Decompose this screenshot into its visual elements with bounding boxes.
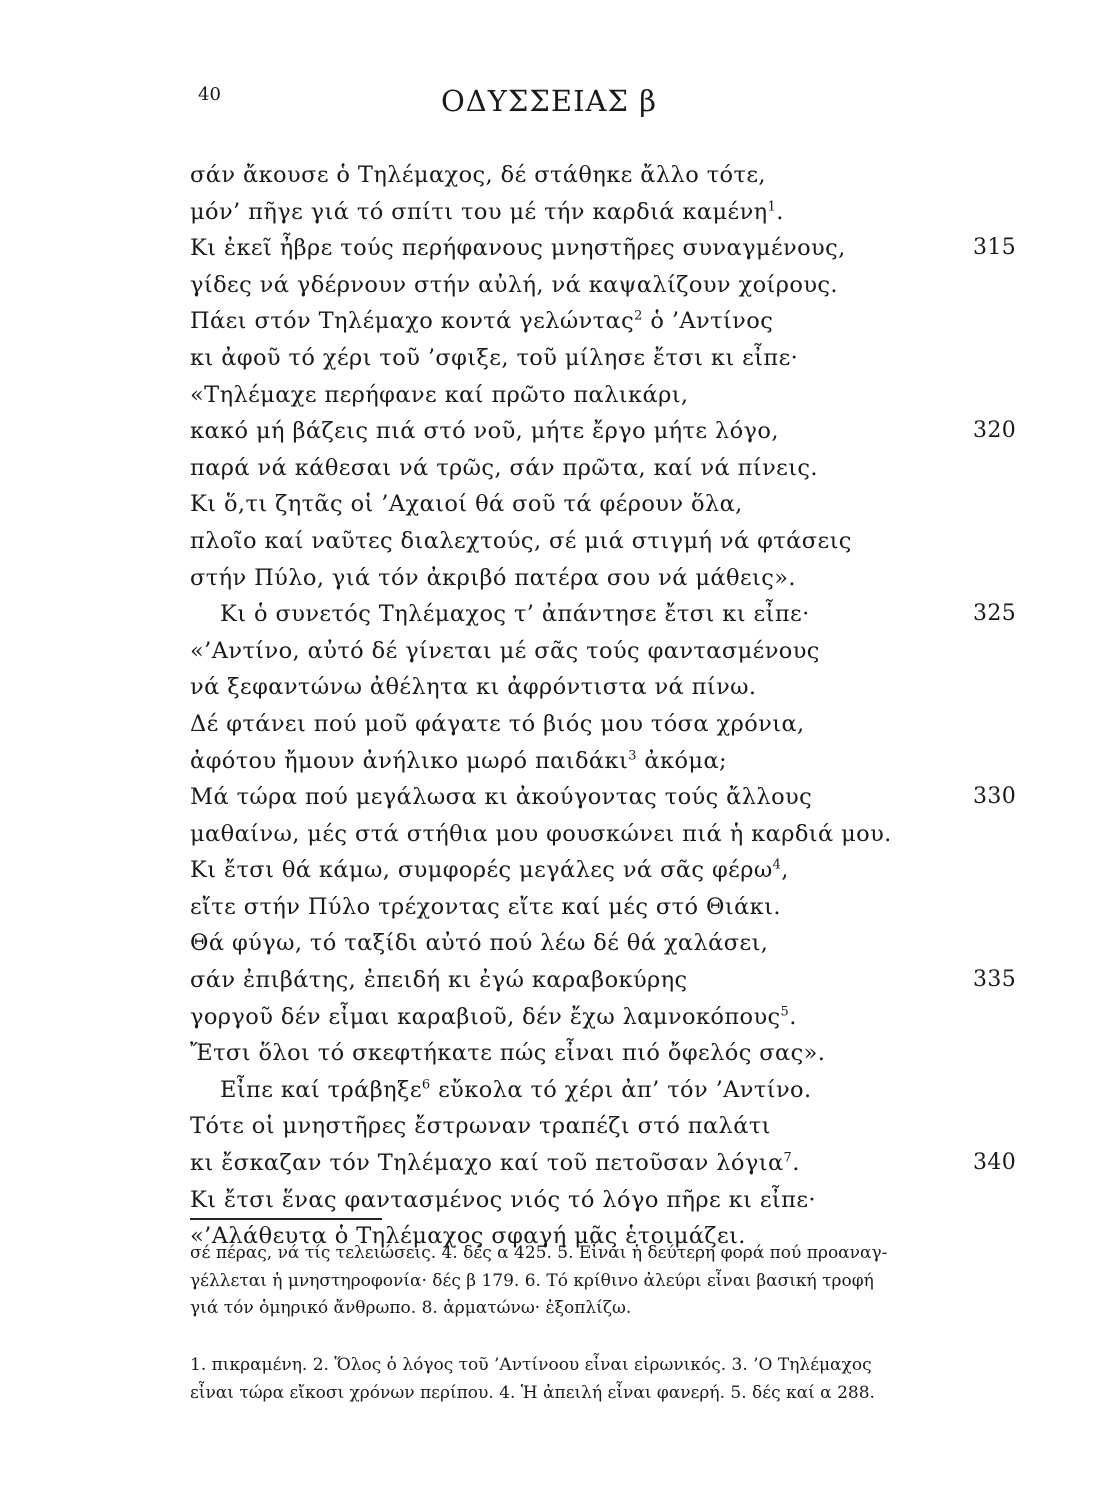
verse-main-text: νά ξεφαντώνω ἀθέλητα κι ἀφρόντιστα νά πίνω. [190,674,757,701]
verse-text [190,528,852,554]
footnote-marker: 1 [767,199,777,215]
footnote-marker: 5 [780,1004,790,1020]
verse-text [190,1150,800,1176]
footnote-line: σέ πέρας, νά τίς τελειώσεις. 4. δές α 425. 5. Εἶναι ἡ δεύτερη φορά πού προαναγ- [190,1243,888,1263]
verse-trailing-text: , [781,857,789,884]
verse-text [190,1113,771,1139]
verse-text [190,821,892,847]
footnote-marker: 2 [634,308,643,324]
verse-line [190,413,1030,450]
line-number: 330 [973,784,1017,810]
verse-trailing-text: . [792,1150,800,1177]
verse-text [190,308,773,334]
verse-text [190,784,812,810]
footnote-line: γέλλεται ἡ μνηστηροφονία· δές β 179. 6. Τό κρίθινο ἀλεύρι εἶναι βασική τροφή [190,1270,874,1291]
footnote-marker: 6 [421,1077,431,1093]
footnote-rule [190,1218,382,1220]
verse-line [190,1072,1030,1109]
verse-main-text: Θά φύγω, τό ταξίδι αὐτό πού λέω δέ θά χαλάσει, [190,930,769,957]
verse-line [190,230,1030,267]
line-number: 320 [973,418,1017,444]
footnote-marker: 7 [783,1150,793,1166]
verse-main-text: μαθαίνω, μές στά στήθια μου φουσκώνει πιά ἡ καρδιά μου. [190,820,892,847]
verse-main-text: κακό μή βάζεις πιά στό νοῦ, μήτε ἔργο μήτε λόγο, [190,418,779,445]
verse-text [190,382,688,408]
verse-text [190,455,818,481]
line-number: 315 [973,235,1017,261]
verse-line [190,157,1030,194]
verse-main-text: Ἔτσι ὅλοι τό σκεφτήκατε πώς εἶναι πιό ὄφελός σας». [190,1040,826,1067]
verse-line [190,1182,1030,1219]
verse-line [190,999,1030,1036]
verse-line [190,523,1030,560]
verse-line [190,889,1030,926]
verse-line [190,267,1030,304]
verse-main-text: πλοῖο καί ναῦτες διαλεχτούς, σέ μιά στιγμή νά φτάσεις [190,527,852,554]
verse-text [190,967,688,993]
verse-text [190,1077,812,1103]
verse-text [190,235,846,261]
verse-main-text: Κι ὅ,τι ζητᾶς οἱ ’Αχαιοί θά σοῦ τά φέρουν ὅλα, [190,491,743,518]
verse-trailing-text: . [776,198,784,225]
verse-main-text: σάν ἐπιβάτης, ἐπειδή κι ἐγώ καραβοκύρης [190,967,688,994]
verse-text [190,272,838,298]
footnotes-lower [190,1352,1020,1407]
verse-line [190,194,1030,231]
verse-line [190,852,1030,889]
verse-line [190,596,1030,633]
verse-main-text: Κι ἔτσι ἕνας φαντασμένος νιός τό λόγο πῆρε κι εἶπε· [190,1186,816,1213]
verse-main-text: «Τηλέμαχε περήφανε καί πρῶτο παλικάρι, [190,381,689,408]
verse-main-text: Τότε οἱ μνηστῆρες ἔστρωναν τραπέζι στό παλάτι [190,1113,771,1140]
verse-text [190,491,743,517]
verse-main-text: σάν ἄκουσε ὁ Τηλέμαχος, δέ στάθηκε ἄλλο τότε, [190,162,766,188]
verse-text [190,345,798,371]
verse-line [190,560,1030,597]
footnote-marker: 4 [772,857,782,873]
verse-trailing-text: ὁ ’Αντίνος [642,308,774,335]
verse-block [190,157,1030,1255]
verse-trailing-text: εὔκολα τό χέρι ἀπ’ τόν ’Αντίνο. [430,1076,812,1103]
verse-main-text: γίδες νά γδέρνουν στήν αὐλή, νά καψαλίζουν χοίρους. [190,271,838,298]
footnote-line: εἶναι τώρα εἴκοσι χρόνων περίπου. 4. Ἡ ἀπειλή εἶναι φανερή. 5. δές καί α 288. [190,1382,875,1403]
verse-text [190,857,789,883]
verse-text [190,930,768,956]
verse-text [190,601,810,627]
verse-line [190,962,1030,999]
verse-trailing-text: . [789,1003,797,1030]
footnotes-upper [190,1240,1020,1323]
running-title: ΟΔΥΣΣΕΙΑΣ β [441,84,657,118]
verse-text [190,1040,825,1066]
footnote-line: 1. πικραμένη. 2. Ὅλος ὁ λόγος τοῦ ’Αντίνοου εἶναι εἰρωνικός. 3. ’Ο Τηλέμαχος [190,1355,872,1375]
verse-main-text: «’Αντίνο, αὐτό δέ γίνεται μέ σᾶς τούς φαντασμένους [190,637,820,664]
verse-line [190,816,1030,853]
line-number: 335 [973,967,1017,993]
verse-text [190,894,781,920]
verse-line [190,743,1030,780]
verse-main-text: κι ἔσκαζαν τόν Τηλέμαχο καί τοῦ πετοῦσαν λόγια [190,1150,784,1177]
verse-main-text: Κι ἐκεῖ ἦβρε τούς περήφανους μνηστῆρες συναγμένους, [190,235,846,262]
verse-line [190,925,1030,962]
verse-main-text: στήν Πύλο, γιά τόν ἀκριβό πατέρα σου νά μάθεις». [190,564,796,591]
verse-line [190,1145,1030,1182]
verse-line [190,303,1030,340]
verse-main-text: «’Αλάθευτα ὁ Τηλέμαχος σφαγή μᾶς ἑτοιμάζει. [190,1223,746,1250]
verse-main-text: Εἶπε καί τράβηξε [220,1076,422,1103]
verse-main-text: Κι ἔτσι θά κάμω, συμφορές μεγάλες νά σᾶς φέρω [190,857,773,884]
verse-line [190,1108,1030,1145]
verse-main-text: παρά νά κάθεσαι νά τρῶς, σάν πρῶτα, καί νά πίνεις. [190,454,818,481]
verse-main-text: μόν’ πῆγε γιά τό σπίτι του μέ τήν καρδιά καμένη [190,198,768,225]
verse-main-text: ἀφότου ἤμουν ἀνήλικο μωρό παιδάκι [190,747,629,774]
verse-main-text: εἴτε στήν Πύλο τρέχοντας εἴτε καί μές στό Θιάκι. [190,893,781,920]
footnote-marker: 3 [628,748,637,763]
verse-text [190,418,779,444]
verse-text [190,199,784,225]
verse-text [190,565,796,591]
verse-line [190,706,1030,743]
verse-line [190,486,1030,523]
verse-main-text: Μά τώρα πού μεγάλωσα κι ἀκούγοντας τούς ἄλλους [190,784,813,811]
line-number: 340 [973,1150,1017,1176]
verse-line [190,779,1030,816]
verse-main-text: Δέ φτάνει πού μοῦ φάγατε τό βιός μου τόσα χρόνια, [190,710,805,737]
verse-line [190,340,1030,377]
verse-trailing-text: ἀκόμα; [636,747,728,774]
verse-main-text: Κι ὁ συνετός Τηλέμαχος τ’ ἀπάντησε ἔτσι κι εἶπε· [220,601,810,628]
verse-main-text: Πάει στόν Τηλέμαχο κοντά γελώντας [190,308,635,335]
verse-text [190,162,766,188]
verse-text [190,711,805,737]
footnote-line: γιά τόν ὁμηρικό ἄνθρωπο. 8. ἁρματώνω· ἐξοπλίζω. [190,1298,632,1318]
verse-line [190,1035,1030,1072]
line-number: 325 [973,601,1017,627]
verse-text [190,1187,816,1213]
verse-line [190,450,1030,487]
verse-text [190,748,727,774]
verse-text [190,674,756,700]
page-number: 40 [198,84,221,105]
verse-text [190,638,820,664]
verse-line [190,377,1030,414]
verse-line [190,633,1030,670]
verse-line [190,669,1030,706]
verse-main-text: κι ἀφοῦ τό χέρι τοῦ ’σφιξε, τοῦ μίλησε ἔτσι κι εἶπε· [190,344,799,371]
verse-text [190,1004,797,1030]
verse-main-text: γοργοῦ δέν εἶμαι καραβιοῦ, δέν ἔχω λαμνοκόπους [190,1003,781,1030]
